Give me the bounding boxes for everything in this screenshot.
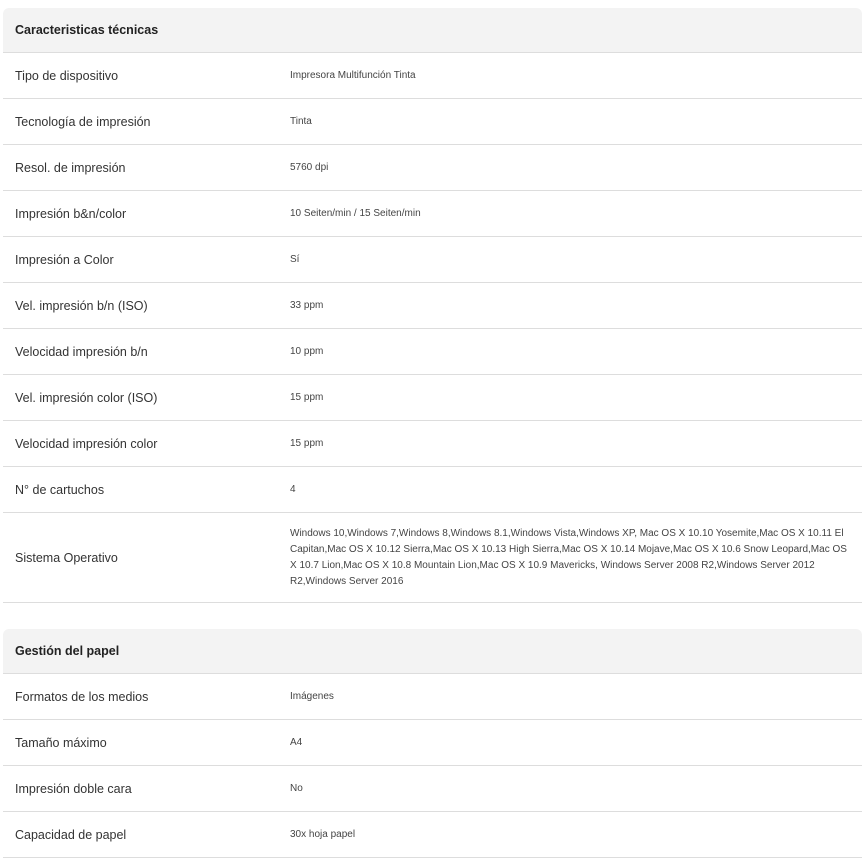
section-title: Caracteristicas técnicas: [3, 8, 862, 53]
spec-value: Sí: [290, 253, 300, 265]
spec-row-paper-capacity: [3, 812, 862, 858]
spec-label: Tipo de dispositivo: [15, 68, 119, 83]
spec-label: Sistema Operativo: [15, 550, 118, 565]
spec-label: Tecnología de impresión: [15, 114, 151, 129]
spec-row-bw-speed-iso: [3, 283, 862, 329]
spec-row-bw-color-print: [3, 191, 862, 237]
spec-value: 15 ppm: [290, 391, 324, 403]
spec-label: Capacidad de papel: [15, 827, 127, 842]
spec-value: Windows 10,Windows 7,Windows 8,Windows 8.1,Windows Vista,Windows XP, Mac OS X 10.10 Yosemite,Mac OS X 10.11 El Capitan,Mac OS X 10.12 Sierra,Mac OS X 10.13 High Sierra,Mac OS X 10.14 Mojave,Mac OS X 10.6 Snow Leopard,Mac OS X 10.7 Lion,Mac OS X 10.8 Mountain Lion,Mac OS X 10.9 Mavericks, Windows Server 2008 R2,Windows Server 2012 R2,Windows Server 2016: [290, 527, 847, 587]
spec-label: Impresión doble cara: [15, 781, 132, 796]
spec-value: 4: [290, 483, 296, 495]
spec-value: A4: [290, 736, 303, 748]
spec-value: 15 ppm: [290, 437, 324, 449]
spec-row-print-resolution: [3, 145, 862, 191]
spec-value: 33 ppm: [290, 299, 324, 311]
spec-label: Vel. impresión b/n (ISO): [15, 298, 148, 313]
spec-label: Tamaño máximo: [15, 735, 107, 750]
spec-value: 30x hoja papel: [290, 828, 356, 840]
spec-row-media-formats: [3, 674, 862, 720]
spec-label: Velocidad impresión color: [15, 436, 158, 451]
spec-value: Impresora Multifunción Tinta: [290, 69, 416, 81]
spec-row-max-size: [3, 720, 862, 766]
section-paper-handling: [3, 603, 862, 858]
spec-row-device-type: [3, 53, 862, 99]
spec-label: Velocidad impresión b/n: [15, 344, 148, 359]
spec-value: 10 ppm: [290, 345, 324, 357]
spec-row-bw-speed: [3, 329, 862, 375]
spec-label: Formatos de los medios: [15, 689, 149, 704]
spec-label: Impresión b&n/color: [15, 206, 127, 221]
spec-row-color-speed-iso: [3, 375, 862, 421]
spec-value: Imágenes: [290, 690, 334, 702]
spec-row-color-print: [3, 237, 862, 283]
section-technical-characteristics: [3, 0, 862, 603]
spec-label: Impresión a Color: [15, 252, 114, 267]
spec-value: Tinta: [290, 115, 312, 127]
spec-row-color-speed: [3, 421, 862, 467]
spec-value: 10 Seiten/min / 15 Seiten/min: [290, 207, 421, 219]
spec-row-duplex: [3, 766, 862, 812]
spec-row-print-technology: [3, 99, 862, 145]
spec-value: No: [290, 782, 303, 794]
section-title: Gestión del papel: [3, 629, 862, 674]
spec-value: 5760 dpi: [290, 161, 329, 173]
spec-row-operating-system: [3, 513, 862, 603]
spec-row-cartridge-count: [3, 467, 862, 513]
spec-label: N° de cartuchos: [15, 482, 105, 497]
spec-label: Vel. impresión color (ISO): [15, 390, 158, 405]
spec-label: Resol. de impresión: [15, 160, 126, 175]
